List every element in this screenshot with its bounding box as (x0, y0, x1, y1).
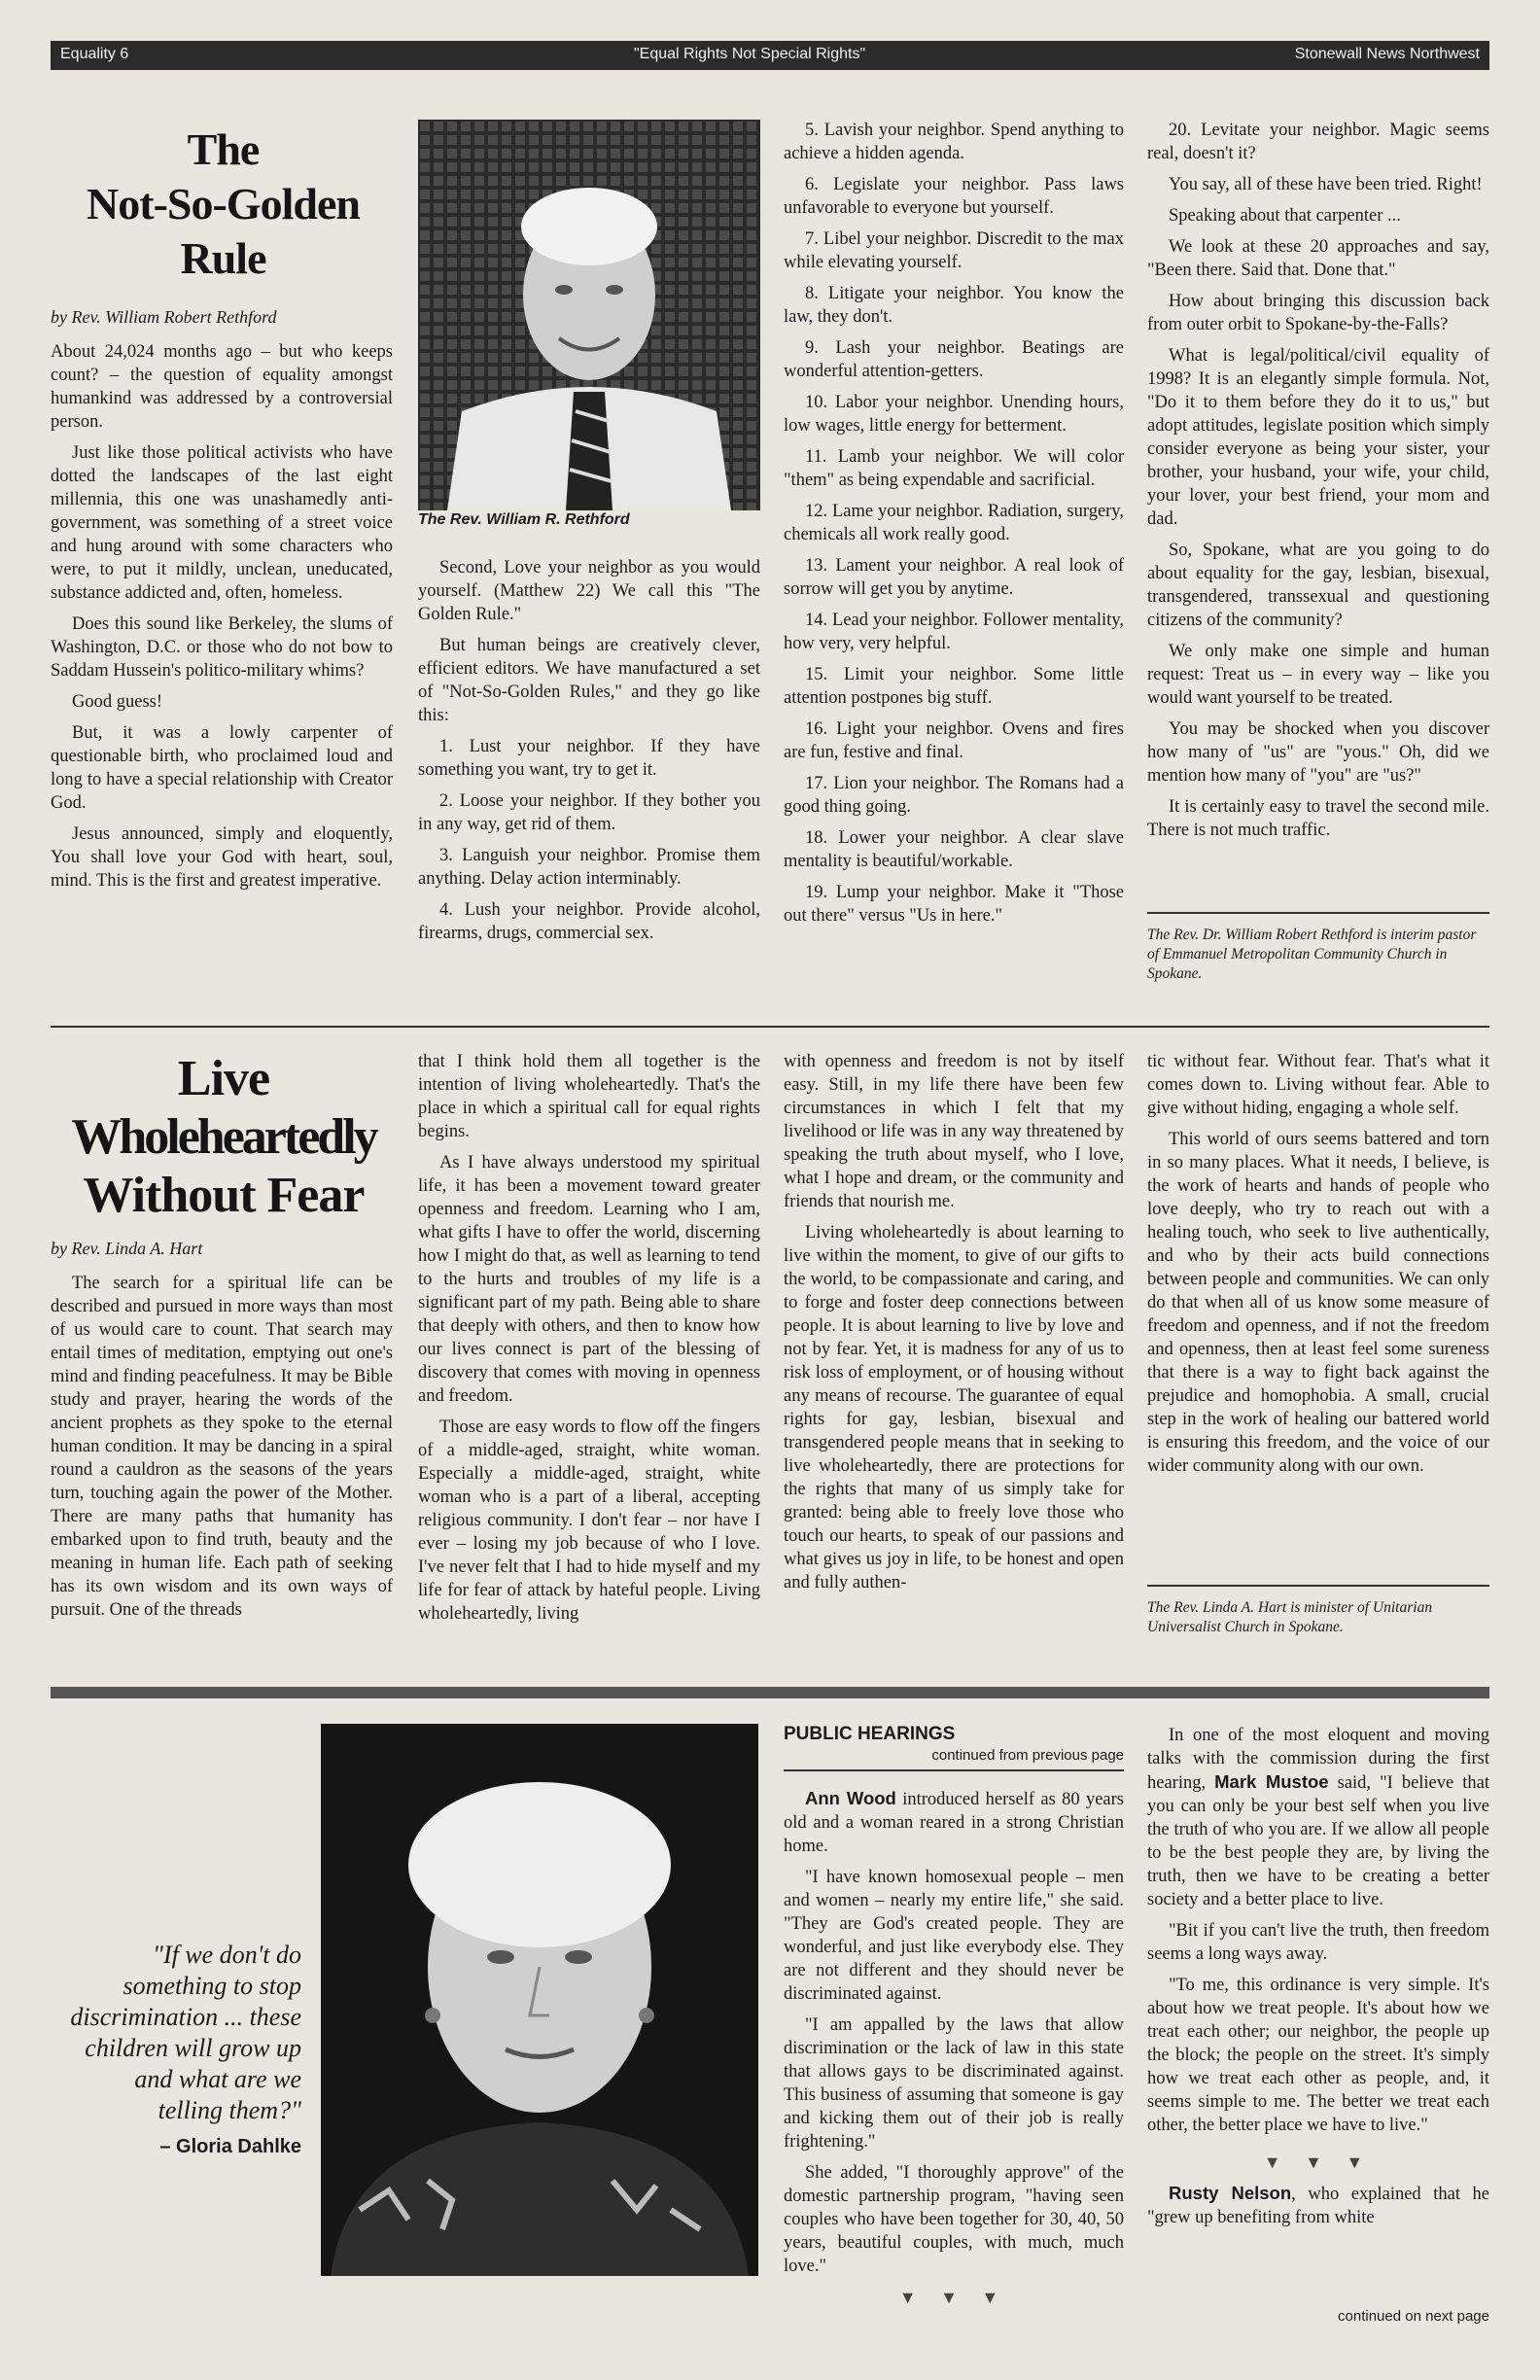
section-title: PUBLIC HEARINGS (784, 1724, 956, 1744)
paragraph: 20. Levitate your neighbor. Magic seems real, doesn't it? (1147, 121, 1489, 163)
paragraph: We only make one simple and human request: Treat us – in every way – like you would want yourself to be treated. (1147, 642, 1489, 708)
speaker-name: Rusty Nelson (1169, 2183, 1292, 2203)
paragraph: Those are easy words to flow off the fingers of a middle-aged, straight, white woman. Especially a middle-aged, straight, white woman who is a part of a liberal, accepting religious community. I don't fear – nor have I ever – losing my job because of who I love. I've never felt that I had to hide myself and my life for fear of attack by hateful people. Living wholeheartedly, living (418, 1418, 760, 1624)
list-item: 16. Light your neighbor. Ovens and fires are fun, festive and final. (784, 719, 1124, 762)
article1-headline-line2: Not-So-Golden (87, 179, 360, 228)
list-item: 12. Lame your neighbor. Radiation, surgery, chemicals all work really good. (784, 502, 1124, 544)
paragraph-text: In one of the most eloquent and moving talks with the commission during the first hearing, (1147, 1726, 1489, 1793)
paragraph: Speaking about that carpenter ... (1169, 206, 1401, 226)
list-item: 10. Labor your neighbor. Unending hours, low wages, little energy for betterment. (784, 393, 1124, 436)
article1-col1 (51, 340, 393, 900)
paragraph-text: introduced herself as 80 years old and a woman reared in a strong Christian home. (784, 1790, 1124, 1856)
article1-headline (51, 122, 396, 286)
paragraph: Does this sound like Berkeley, the slums of Washington, D.C. or those who do not bow to Saddam Hussein's politico-military whims? (51, 614, 393, 681)
paragraph (784, 1787, 1124, 1858)
header-divider (784, 1769, 1124, 1771)
list-item: 8. Litigate your neighbor. You know the law, they don't. (784, 284, 1124, 327)
article1-author-bio: The Rev. Dr. William Robert Rethford is interim pastor of Emmanuel Metropolitan Community Church in Spokane. (1147, 927, 1477, 982)
continued-next-label: continued on next page (1338, 2308, 1489, 2325)
public-hearings-header (784, 1724, 1124, 1771)
article1-headline-line3: Rule (180, 233, 266, 283)
paragraph: But human beings are creatively clever, efficient editors. We have manufactured a set of "Not-So-Golden Rules," and they go like this: (418, 636, 760, 725)
paragraph: "To me, this ordinance is very simple. It's about how we treat people. It's about how we treat each other; our neighbor, the people up the block; the people on the street. It's simply how we treat each other as people, and, it seems simple to me. The better we treat each other, the better place we have to live." (1147, 1976, 1489, 2135)
article1-col4 (1147, 119, 1489, 850)
article2-headline (39, 1050, 408, 1225)
list-item: 11. Lamb your neighbor. We will color "them" as being expendable and sacrificial. (784, 447, 1124, 490)
pull-quote-attribution: – Gloria Dahlke (159, 2136, 301, 2157)
paragraph: She added, "I thoroughly approve" of the domestic partnership program, "having seen couples who have been together for 30, 40, 50 years, beautiful couples, with much, much love." (784, 2163, 1124, 2276)
article2-headline-line1: Live (177, 1051, 270, 1106)
section-break-marker: ▼ ▼ ▼ (898, 2288, 1009, 2307)
paragraph: What is legal/political/civil equality of 1998? It is an elegantly simple formula. Not, "Do it to them before they do it to us," but adopt attitudes, legislate position which simply consider everyone as being your sister, your brother, your husband, your wife, your child, your lover, your best friend, your mom and dad. (1147, 346, 1489, 529)
article1-byline: by Rev. William Robert Rethford (51, 307, 277, 327)
paragraph: As I have always understood my spiritual life, it has been a movement toward greater openness and freedom. Learning who I am, what gifts I have to offer the world, discerning how I might do that, as well as learning to tend to the hurts and troubles of my life is a significant part of my path. Being able to share that deeply with others, and then to know how our lives connect is part of the blessing of discovery that comes with moving in openness and freedom. (418, 1153, 760, 1406)
list-item: 5. Lavish your neighbor. Spend anything to achieve a hidden agenda. (784, 121, 1124, 163)
section-break-marker: ▼ ▼ ▼ (1263, 2152, 1374, 2172)
paragraph-text: said, "I believe that you can only be your best self when you live the truth of who you are. If we allow all people to be the best people they are, by living the truth, then we have to be creating a better society and a better place to live. (1147, 1773, 1489, 1909)
paragraph: "Bit if you can't live the truth, then freedom seems a long ways away. (1147, 1921, 1489, 1964)
article2-col4 (1147, 1050, 1489, 1486)
paragraph: We look at these 20 approaches and say, "Been there. Said that. Done that." (1147, 237, 1489, 280)
paragraph: The search for a spiritual life can be described and pursued in more ways than most of us would care to count. That search may entail times of meditation, emptying out one's mind and finding peacefulness. It may be Bible study and prayer, hearing the words of the ancient prophets as they spoke to the eternal human condition. It may be dancing in a spiral round a cauldron as the seasons of the years turn, touching again the power of the Mother. There are many paths that humanity has embarked upon to find truth, beauty and the meaning in human life. Each path of seeking has its own wisdom and its own ways of pursuit. One of the threads (51, 1274, 393, 1620)
paragraph: 4. Lush your neighbor. Provide alcohol, firearms, drugs, commercial sex. (418, 900, 760, 943)
list-item: 7. Libel your neighbor. Discredit to the max while elevating yourself. (784, 229, 1124, 272)
article2-col3 (784, 1050, 1124, 1602)
paragraph: You say, all of these have been tried. Right! (1169, 175, 1483, 194)
pull-quote (68, 1940, 301, 2158)
publication-name: Stonewall News Northwest (1294, 46, 1480, 62)
bio-divider (1147, 1585, 1489, 1587)
speaker-name: Mark Mustoe (1214, 1771, 1329, 1792)
article2-byline: by Rev. Linda A. Hart (51, 1239, 203, 1258)
rethford-photo-caption: The Rev. William R. Rethford (418, 511, 630, 528)
paragraph-text: , who explained that he "grew up benefiting from white (1147, 2185, 1489, 2227)
list-item: 9. Lash your neighbor. Beatings are wonderful attention-getters. (784, 338, 1124, 381)
paragraph: Just like those political activists who have dotted the landscapes of the last eight millennia, this one was unashamedly anti-government, was something of a street voice and hung around with some characters who were, to put it mildly, unclean, uneducated, substance addicted and, often, homeless. (51, 443, 393, 603)
article2-col1 (51, 1272, 393, 1629)
paragraph: It is certainly easy to travel the second mile. There is not much traffic. (1147, 797, 1489, 840)
continued-from-label: continued from previous page (931, 1747, 1124, 1764)
article2-headline-line3: Without Fear (83, 1168, 365, 1223)
page-header-bar (51, 41, 1489, 70)
dahlke-photo (321, 1724, 758, 2276)
list-item: 15. Limit your neighbor. Some little attention postpones big stuff. (784, 665, 1124, 708)
article2-headline-line2: Wholeheartedly (71, 1109, 376, 1165)
paragraph: Jesus announced, simply and eloquently, You shall love your God with heart, soul, mind. This is the first and greatest imperative. (51, 824, 393, 891)
paragraph: with openness and freedom is not by itself easy. Still, in my life there have been few circumstances in which I felt that my livelihood or life was in any way threatened by speaking the truth about myself, who I love, what I hope and dream, or the community and friends that nourish me. (784, 1052, 1124, 1211)
list-item: 13. Lament your neighbor. A real look of sorrow will get you by anytime. (784, 556, 1124, 599)
paragraph: 1. Lust your neighbor. If they have something you want, try to get it. (418, 737, 760, 780)
paragraph: But, it was a lowly carpenter of questionable birth, who proclaimed loud and long to have a special relationship with Creator God. (51, 723, 393, 813)
page-motto: "Equal Rights Not Special Rights" (634, 46, 866, 62)
article2-author-bio: The Rev. Linda A. Hart is minister of Unitarian Universalist Church in Spokane. (1147, 1599, 1433, 1635)
paragraph: Second, Love your neighbor as you would yourself. (Matthew 22) We call this "The Golden Rule." (418, 558, 760, 624)
list-item: 6. Legislate your neighbor. Pass laws unfavorable to everyone but yourself. (784, 175, 1124, 218)
paragraph: Living wholeheartedly is about learning to live within the moment, to give of our gifts to the world, to be compassionate and caring, and to forge and foster deep connections between people. It is about learning to live by love and not by fear. Yet, it is madness for any of us to risk loss of employment, or of housing without any means of recourse. The guarantee of equal rights for gay, lesbian, bisexual and transgendered people means that in seeking to live wholeheartedly, there are protections for the rights that many of us simply take for granted: being able to freely love those who touch our hearts, to speak of our passions and what gives us joy in life, to be honest and open and fully authen- (784, 1223, 1124, 1592)
paragraph: So, Spokane, what are you going to do about equality for the gay, lesbian, bisexual, transgendered, transsexual and questioning citizens of the community? (1147, 541, 1489, 630)
pull-quote-text: "If we don't do something to stop discrimination ... these children will grow up and what are we telling them?" (70, 1941, 301, 2124)
list-item: 17. Lion your neighbor. The Romans had a good thing going. (784, 774, 1124, 817)
list-item: 18. Lower your neighbor. A clear slave mentality is beautiful/workable. (784, 828, 1124, 871)
paragraph (1147, 1724, 1489, 1911)
paragraph: You may be shocked when you discover how many of "us" are "yous." Oh, did we mention how many of "you" are "us?" (1147, 719, 1489, 786)
page-number-label: Equality 6 (60, 46, 129, 62)
section-divider-thick (51, 1687, 1489, 1698)
article3-col2 (1147, 1724, 1489, 2237)
article1-headline-line1: The (187, 124, 260, 174)
paragraph: How about bringing this discussion back from outer orbit to Spokane-by-the-Falls? (1147, 292, 1489, 334)
paragraph: tic without fear. Without fear. That's what it comes down to. Living without fear. Able to give without hiding, engaging a whole self. (1147, 1052, 1489, 1118)
list-item: 14. Lead your neighbor. Follower mentality, how very, very helpful. (784, 611, 1124, 653)
paragraph: Good guess! (72, 692, 163, 712)
paragraph: 3. Languish your neighbor. Promise them anything. Delay action interminably. (418, 846, 760, 889)
list-item: 19. Lump your neighbor. Make it "Those out there" versus "Us in here." (784, 883, 1124, 926)
paragraph: "I am appalled by the laws that allow discrimination or the lack of law in this state that allows gays to be discriminated against. This business of assuming that someone is gay and kicking them out of their job is really frightening." (784, 2015, 1124, 2152)
article1-col3 (784, 119, 1124, 935)
speaker-name: Ann Wood (805, 1788, 896, 1808)
paragraph: About 24,024 months ago – but who keeps count? – the question of equality amongst humankind was addressed by a controversial person. (51, 342, 393, 432)
article2-col2 (418, 1050, 760, 1633)
rethford-photo (418, 120, 760, 510)
paragraph: This world of ours seems battered and torn in so many places. What it needs, I believe, is the work of hearts and hands of people who love deeply, who try to reach out with a healing touch, who seek to live authentically, and who by their acts build connections between people and communities. We can only do that when all of us know some measure of freedom and openness, and if not the freedom and openness, then at least feel some sureness that there is a way to fight back against the prejudice and homophobia. A small, crucial step in the work of healing our battered world is ensuring this freedom, and the voice of our wider community along with our own. (1147, 1130, 1489, 1476)
article3-col1 (784, 1787, 1124, 2309)
bio-divider (1147, 912, 1489, 914)
section-divider (51, 1026, 1489, 1028)
article1-col2 (418, 556, 760, 953)
paragraph (1147, 2182, 1489, 2229)
paragraph: that I think hold them all together is the intention of living wholeheartedly. That's the place in which a spiritual call for equal rights begins. (418, 1052, 760, 1141)
paragraph: 2. Loose your neighbor. If they bother you in any way, get rid of them. (418, 791, 760, 834)
paragraph: "I have known homosexual people – men and women – nearly my entire life," she said. "They are God's created people. They are wonderful, and just like everybody else. They are not different and they should never be discriminated against. (784, 1868, 1124, 2004)
